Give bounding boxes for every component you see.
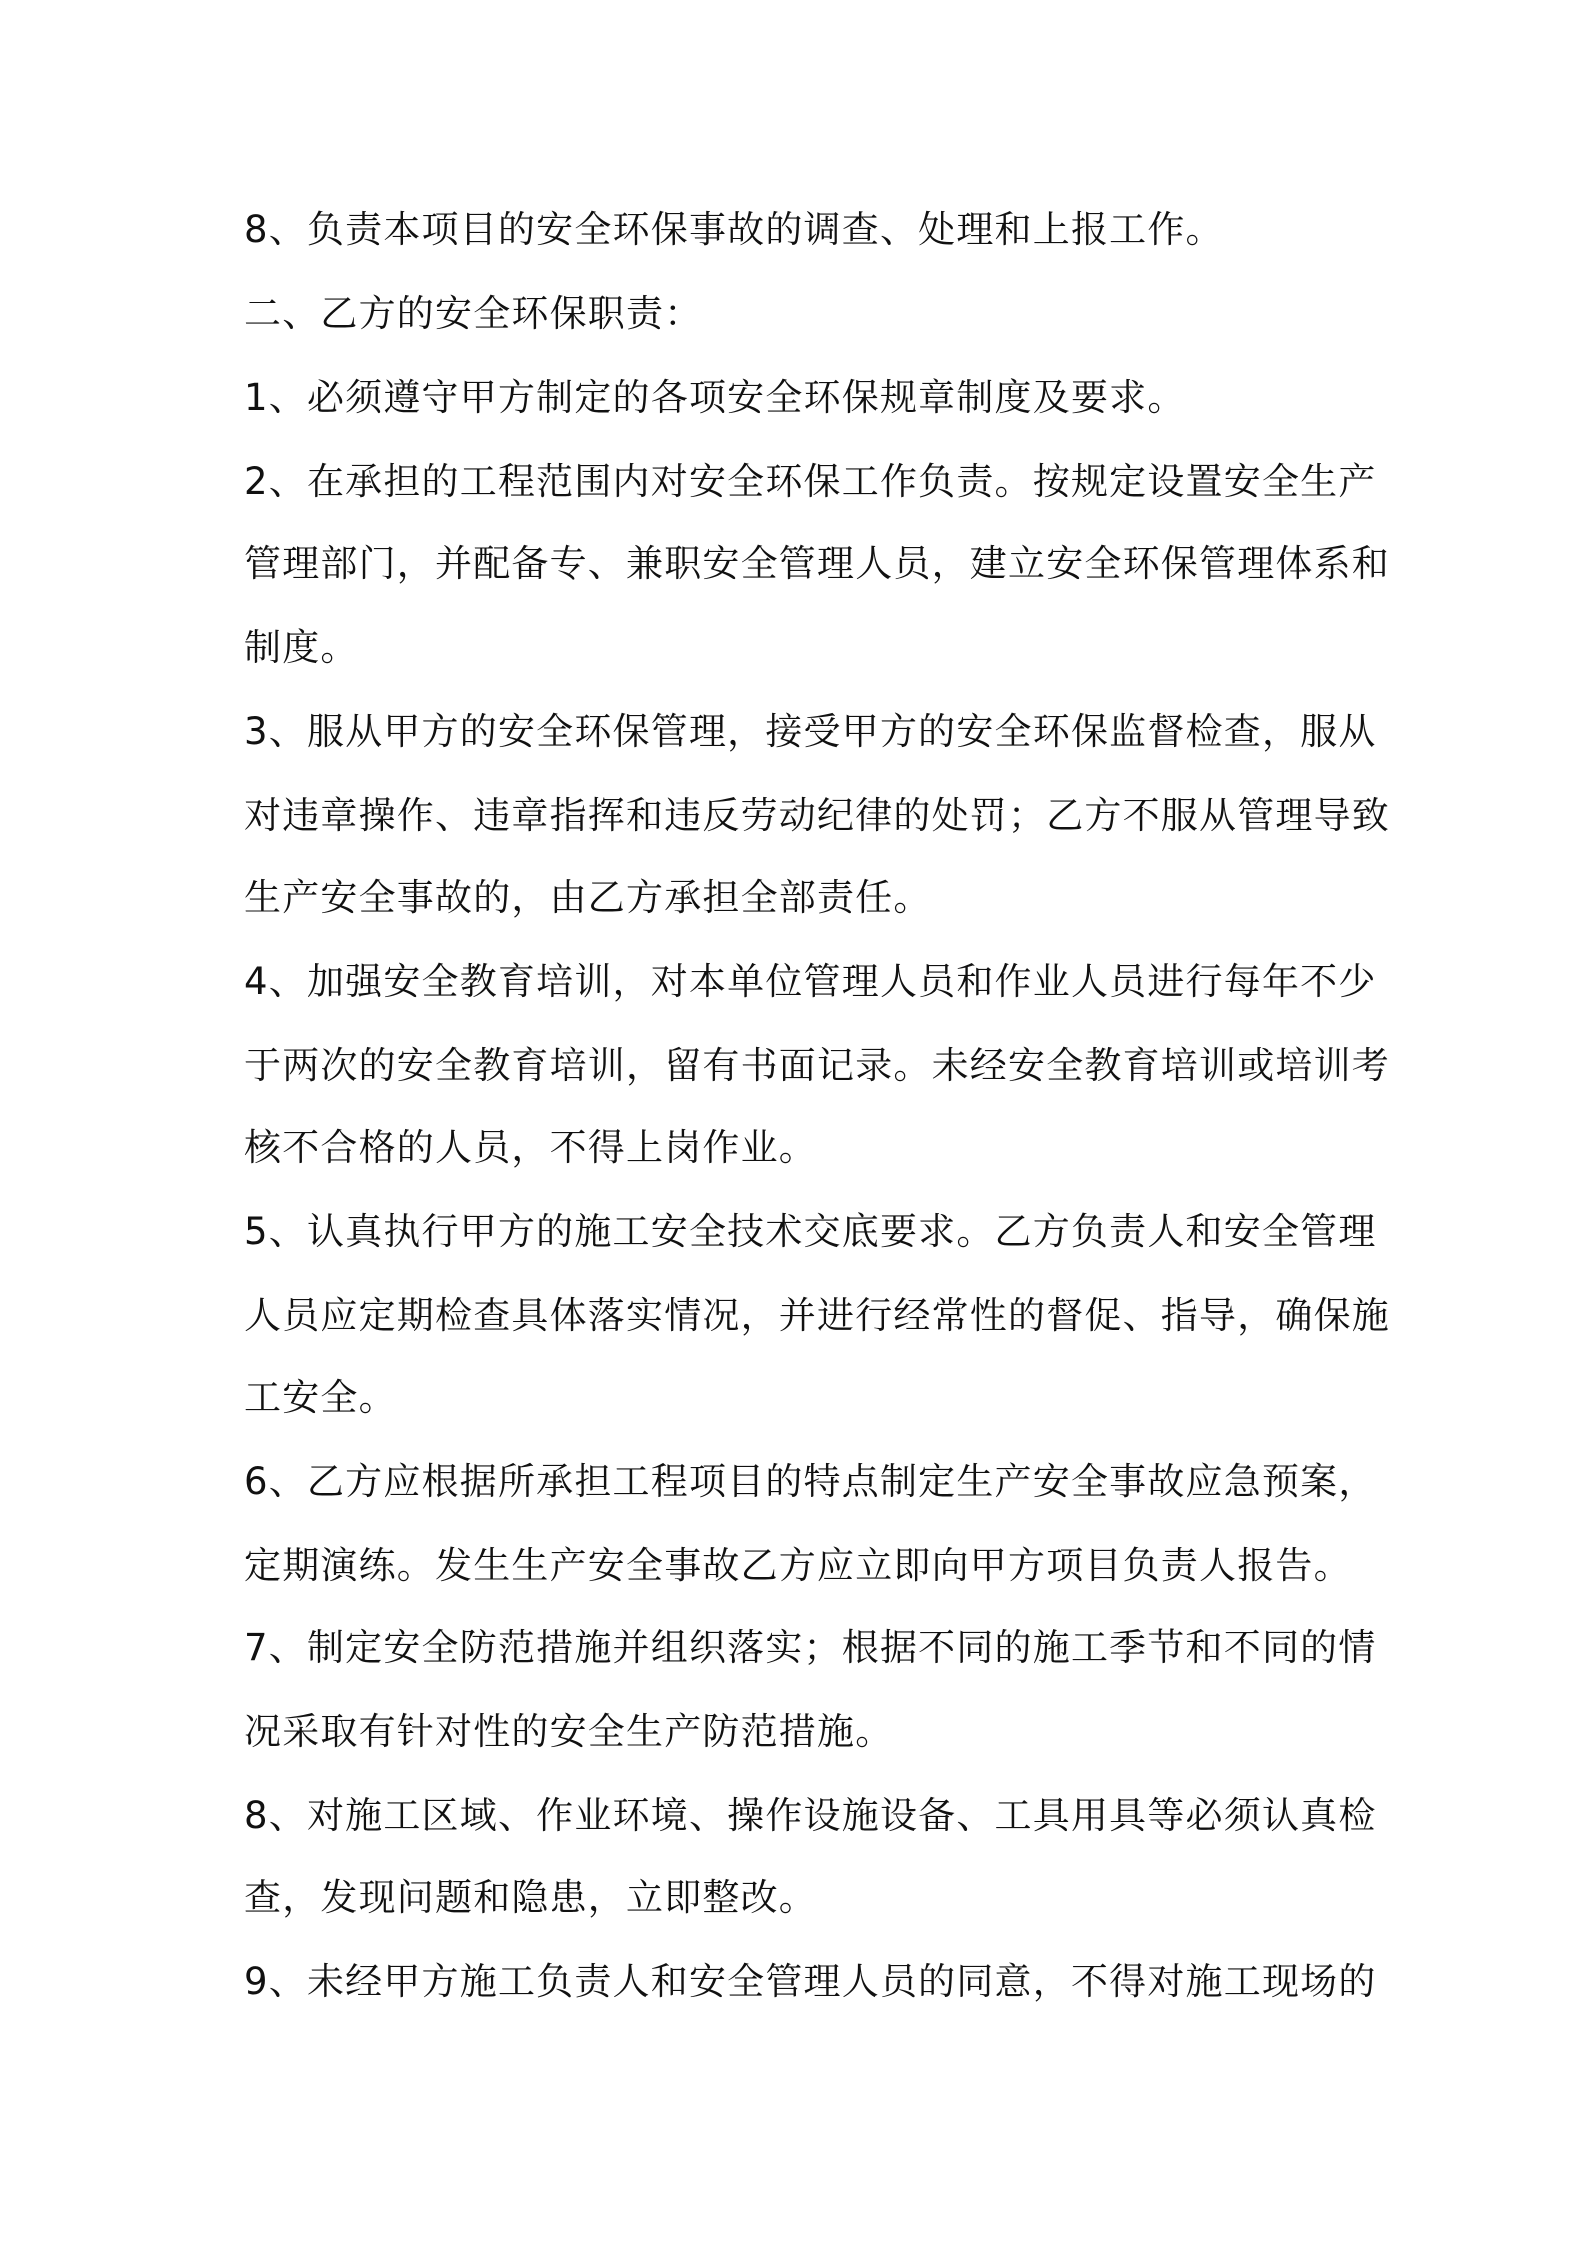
text-line: 7、制定安全防范措施并组织落实；根据不同的施工季节和不同的情 [244, 1626, 1377, 1669]
text-line: 定期演练。发生生产安全事故乙方应立即向甲方项目负责人报告。 [244, 1544, 1352, 1587]
text-line: 对违章操作、违章指挥和违反劳动纪律的处罚；乙方不服从管理导致 [244, 794, 1390, 837]
text-line: 6、乙方应根据所承担工程项目的特点制定生产安全事故应急预案， [244, 1460, 1377, 1503]
text-line: 3、服从甲方的安全环保管理，接受甲方的安全环保监督检查，服从 [244, 710, 1377, 753]
text-line: 1、必须遵守甲方制定的各项安全环保规章制度及要求。 [244, 376, 1186, 419]
text-line: 制度。 [244, 626, 359, 669]
text-line: 9、未经甲方施工负责人和安全管理人员的同意，不得对施工现场的 [244, 1960, 1377, 2003]
text-line: 8、对施工区域、作业环境、操作设施设备、工具用具等必须认真检 [244, 1794, 1377, 1837]
text-line: 5、认真执行甲方的施工安全技术交底要求。乙方负责人和安全管理 [244, 1210, 1377, 1253]
text-line: 况采取有针对性的安全生产防范措施。 [244, 1710, 894, 1753]
text-line: 于两次的安全教育培训，留有书面记录。未经安全教育培训或培训考 [244, 1044, 1390, 1087]
text-line: 生产安全事故的，由乙方承担全部责任。 [244, 876, 932, 919]
text-line: 管理部门，并配备专、兼职安全管理人员，建立安全环保管理体系和 [244, 542, 1390, 585]
text-line: 4、加强安全教育培训，对本单位管理人员和作业人员进行每年不少 [244, 960, 1377, 1003]
section-heading: 二、乙方的安全环保职责： [244, 292, 703, 335]
text-line: 8、负责本项目的安全环保事故的调查、处理和上报工作。 [244, 208, 1224, 251]
text-line: 核不合格的人员，不得上岗作业。 [244, 1126, 817, 1169]
text-line: 2、在承担的工程范围内对安全环保工作负责。按规定设置安全生产 [244, 460, 1377, 503]
text-line: 工安全。 [244, 1376, 397, 1419]
text-line: 人员应定期检查具体落实情况，并进行经常性的督促、指导，确保施 [244, 1294, 1390, 1337]
text-line: 查，发现问题和隐患，立即整改。 [244, 1876, 817, 1919]
